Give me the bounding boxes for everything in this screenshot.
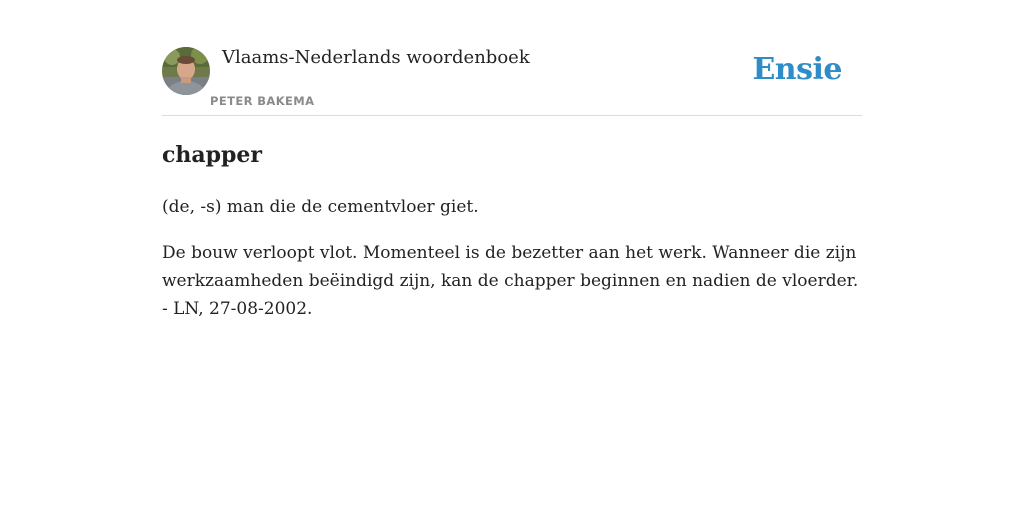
page [162, 0, 862, 512]
header [162, 46, 862, 116]
author-name[interactable]: PETER BAKEMA [210, 94, 315, 108]
entry-definition: (de, -s) man die de cementvloer giet. [162, 197, 479, 217]
ensie-logo[interactable]: Ensie [752, 52, 842, 87]
entry-headword: chapper [162, 142, 262, 168]
avatar-photo-icon [162, 47, 210, 95]
dictionary-title[interactable]: Vlaams-Nederlands woordenboek [222, 47, 530, 68]
author-avatar[interactable] [162, 47, 210, 95]
entry-example: De bouw verloopt vlot. Momenteel is de bezetter aan het werk. Wanneer die zijn werkzaamheden beëindigd zijn, kan de chapper beginnen en nadien de vloerder. - LN, 27-08-2002. [162, 243, 859, 319]
